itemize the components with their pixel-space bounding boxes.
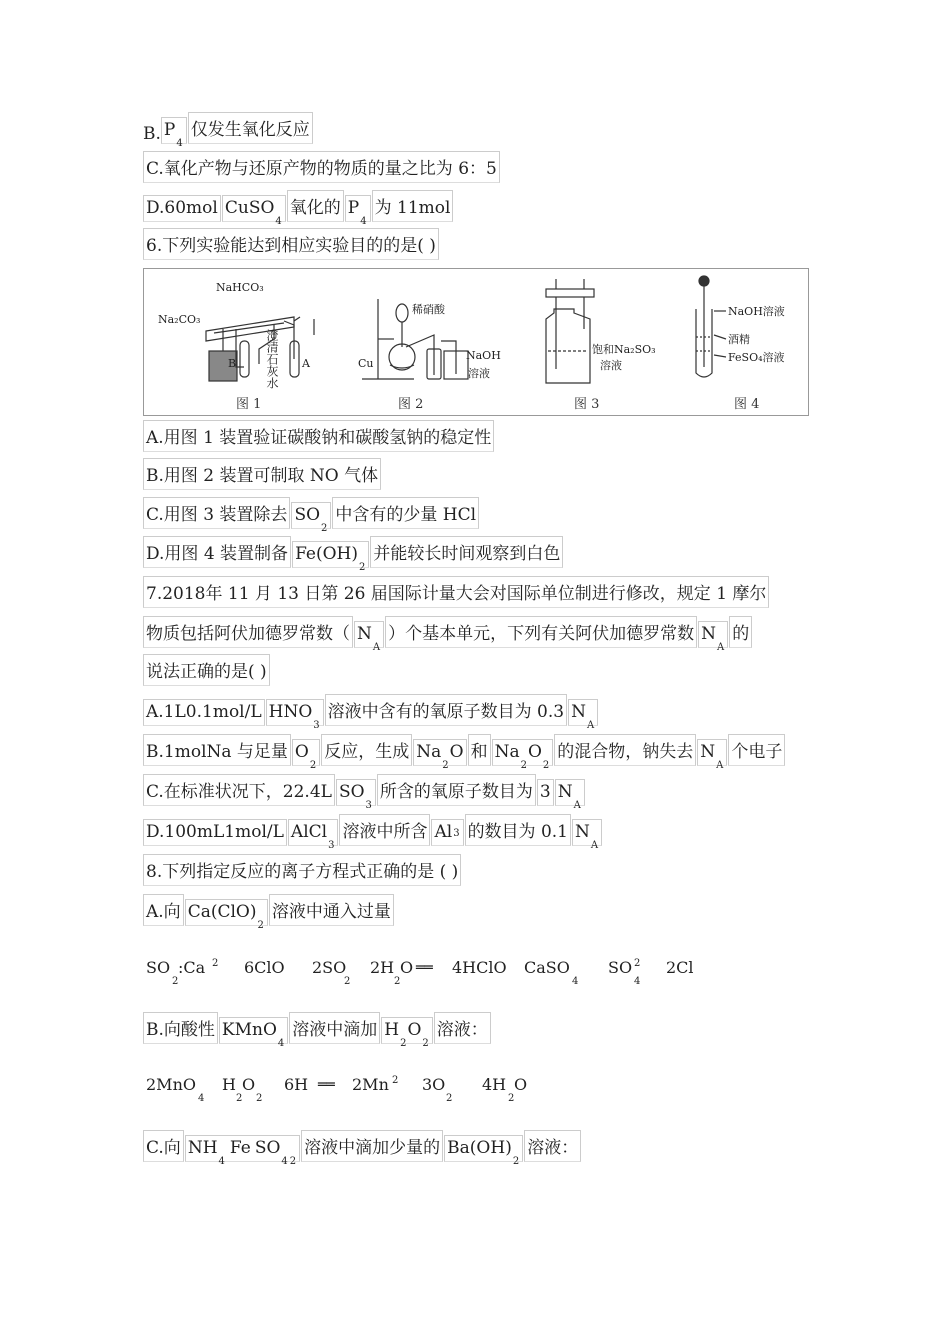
subscript: 2 [257, 920, 264, 931]
subscript: 3 [328, 840, 335, 851]
figure-label: 酒精 [728, 333, 750, 346]
equals-sign: ══ [416, 960, 433, 976]
formula-text: H [384, 1020, 400, 1040]
option-text: 溶液中通入过量 [269, 894, 394, 926]
option-text: C.向 [143, 1130, 184, 1162]
option-text: 3 [537, 779, 554, 806]
subscript: 2 [309, 760, 317, 771]
q6-option-c [143, 499, 480, 534]
q6-option-a [143, 422, 495, 452]
eq-term: SO [608, 958, 633, 977]
superscript: 3 [453, 828, 460, 839]
q5-option-b [143, 114, 314, 149]
subscript: 4 [218, 1156, 225, 1167]
eq-term: O [400, 958, 414, 977]
formula-text: O [294, 742, 309, 762]
formula-box [266, 699, 324, 731]
subscript: 2 [256, 1093, 263, 1104]
eq-term: :Ca [178, 958, 206, 977]
subscript: 2 [321, 523, 328, 534]
figure-label: A [302, 357, 310, 370]
subscript: A [586, 720, 595, 731]
question-text: 说法正确的是( ) [143, 654, 270, 686]
subscript: 2 [359, 562, 366, 573]
formula-box [698, 621, 728, 653]
equation-b [146, 1075, 546, 1109]
formula-text: Na [494, 742, 520, 762]
formula-box [431, 819, 463, 846]
subscript: 2 [172, 976, 179, 987]
option-text: D.100mL1mol/L [143, 819, 287, 846]
option-text: 氧化的 [287, 190, 344, 222]
figure-label: NaHCO₃ [216, 281, 264, 294]
q8-option-a [143, 896, 395, 931]
superscript: 2 [634, 958, 641, 969]
eq-term: 2SO [312, 958, 347, 977]
question-text: 物质包括阿伏加德罗常数（ [143, 616, 353, 648]
option-text: A.用图 1 装置验证碳酸钠和碳酸氢钠的稳定性 [143, 420, 494, 452]
formula-text: SO [254, 1138, 281, 1158]
question-text: 7.2018年 11 月 13 日第 26 届国际计量大会对国际单位制进行修改，规定 1 摩尔 [143, 576, 769, 608]
option-text: 仅发生氧化反应 [188, 112, 313, 144]
formula-box [345, 195, 371, 227]
formula-text: P [163, 120, 176, 140]
formula-box [555, 779, 585, 811]
formula-text: N [575, 822, 590, 842]
formula-box [222, 195, 286, 227]
eq-term: O [242, 1075, 256, 1094]
figure-label: 澄清石灰水 [265, 329, 279, 389]
subscript: 4 [281, 1156, 288, 1167]
eq-term: 2Cl [666, 958, 694, 977]
formula-text: AlCl [290, 822, 328, 842]
eq-term: H [222, 1075, 236, 1094]
option-text: 的数目为 0.1 [465, 814, 571, 846]
q7-stem-line3 [143, 656, 271, 686]
equals-sign: ══ [318, 1077, 335, 1093]
formula-text: SO [338, 782, 365, 802]
figure-label: NaOH [466, 349, 501, 362]
subscript: 4 [360, 216, 367, 227]
formula-box [492, 739, 554, 771]
option-text: 溶液中滴加少量的 [301, 1130, 443, 1162]
option-text: D.60mol [143, 195, 221, 222]
formula-box [354, 621, 384, 653]
q6-option-d [143, 538, 564, 573]
subscript: A [716, 642, 725, 653]
formula-text: Ca(ClO) [187, 902, 257, 922]
formula-text: NH [187, 1138, 218, 1158]
q8-stem [143, 856, 462, 886]
formula-text: O [449, 742, 464, 762]
figure-label: Na₂CO₃ [158, 313, 201, 326]
q7-option-b [143, 736, 786, 771]
formula-box [413, 739, 466, 771]
subscript: A [372, 642, 381, 653]
option-letter: B. [143, 124, 161, 144]
formula-text: Al [434, 822, 453, 842]
subscript: 2 [542, 760, 550, 771]
subscript: 2 [512, 1156, 520, 1167]
option-text: D.用图 4 装置制备 [143, 536, 291, 568]
q8-option-c [143, 1132, 582, 1167]
subscript: 2 [344, 976, 351, 987]
figure-caption: 图 3 [574, 397, 600, 412]
formula-box [185, 1135, 300, 1167]
eq-term: 4HClO [452, 958, 507, 977]
q6-option-b [143, 460, 382, 490]
eq-term: SO [146, 958, 171, 977]
option-text: A.1L0.1mol/L [143, 699, 265, 726]
q7-stem-line1 [143, 578, 770, 608]
eq-term: 2MnO [146, 1075, 196, 1094]
formula-text: CuSO [224, 198, 275, 218]
formula-text: N [557, 782, 573, 802]
subscript: 2 [394, 976, 401, 987]
option-text: 个电子 [728, 734, 785, 766]
subscript: 3 [365, 800, 372, 811]
formula-box [219, 1017, 288, 1049]
option-text: B.向酸性 [143, 1012, 218, 1044]
figure-label: 饱和Na₂SO₃ [592, 343, 656, 356]
figure-caption: 图 2 [398, 397, 424, 412]
option-text: 反应，生成 [321, 734, 412, 766]
subscript: 4 [572, 976, 579, 987]
figure-label: 溶液 [600, 359, 622, 372]
formula-box [568, 699, 598, 731]
q7-option-a [143, 696, 599, 731]
option-text: 和 [468, 734, 491, 766]
formula-box [185, 899, 268, 931]
figure-label: NaOH溶液 [728, 305, 785, 318]
option-text: C.用图 3 装置除去 [143, 497, 290, 529]
q7-option-d [143, 816, 603, 851]
figure-label: 溶液 [468, 367, 490, 380]
option-text: B.用图 2 装置可制取 NO 气体 [143, 458, 381, 490]
question-text: ）个基本单元，下列有关阿伏加德罗常数 [385, 616, 697, 648]
subscript: 2 [520, 760, 527, 771]
formula-box [697, 739, 727, 771]
subscript: 2 [236, 1093, 243, 1104]
equation-a [146, 958, 706, 992]
formula-text: Ba(OH) [447, 1138, 512, 1158]
option-text: 所含的氧原子数目为 [377, 774, 536, 806]
subscript: 4 [176, 138, 183, 149]
formula-text: N [700, 742, 716, 762]
option-text: 中含有的少量 HCl [332, 497, 479, 529]
option-text: C.氧化产物与还原产物的物质的量之比为 6：5 [143, 151, 500, 183]
q5-option-c [143, 153, 501, 183]
q6-stem [143, 230, 440, 260]
formula-box [291, 502, 331, 534]
option-text: 溶液中所含 [339, 814, 430, 846]
option-text: 为 11mol [372, 190, 454, 222]
formula-box [292, 739, 320, 771]
option-text: 溶液中含有的氧原子数目为 0.3 [325, 694, 567, 726]
option-text: 的混合物，钠失去 [554, 734, 696, 766]
figure-label: B [228, 357, 237, 370]
eq-term: 6ClO [244, 958, 285, 977]
figure-label: FeSO₄溶液 [728, 351, 785, 364]
subscript: 2 [422, 1038, 429, 1049]
formula-text: KMnO [221, 1020, 277, 1040]
subscript: 4 [198, 1093, 205, 1104]
option-text: A.向 [143, 894, 184, 926]
subscript: A [573, 800, 581, 811]
subscript: 2 [446, 1093, 453, 1104]
figure-caption: 图 1 [236, 397, 262, 412]
formula-text: O [407, 1020, 422, 1040]
apparatus-figure [143, 268, 809, 416]
formula-text: SO [294, 505, 321, 525]
figure-label: Cu [358, 357, 374, 370]
formula-text: Fe(OH) [295, 544, 359, 564]
formula-box [292, 541, 369, 573]
eq-term: 2Mn [352, 1075, 389, 1094]
subscript: 2 [508, 1093, 515, 1104]
subscript: A [716, 760, 724, 771]
subscript: 2 [442, 760, 449, 771]
formula-text: N [357, 624, 372, 644]
formula-text: N [571, 702, 586, 722]
formula-box [572, 819, 602, 851]
option-text: 溶液： [434, 1012, 491, 1044]
subscript: 2 [289, 1156, 297, 1167]
figure-label: 稀硝酸 [412, 303, 445, 316]
eq-term: O [514, 1075, 528, 1094]
eq-term: 4H [482, 1075, 507, 1094]
subscript: 4 [275, 216, 282, 227]
formula-text: Fe [229, 1138, 251, 1158]
formula-box [381, 1017, 433, 1049]
formula-box [336, 779, 376, 811]
superscript: 2 [392, 1075, 399, 1086]
option-text: 并能较长时间观察到白色 [370, 536, 563, 568]
q7-stem-line2 [143, 618, 753, 653]
q8-option-b [143, 1014, 492, 1049]
subscript: 4 [634, 976, 641, 987]
eq-term: 2H [370, 958, 395, 977]
figure-caption: 图 4 [734, 397, 760, 412]
q5-option-d [143, 192, 454, 227]
formula-box [288, 819, 339, 851]
formula-text: N [701, 624, 716, 644]
subscript: 4 [277, 1038, 285, 1049]
subscript: 3 [313, 720, 320, 731]
formula-text: O [527, 742, 542, 762]
formula-box [444, 1135, 523, 1167]
superscript: 2 [212, 958, 219, 969]
option-text: B.1molNa 与足量 [143, 734, 291, 766]
question-text: 6.下列实验能达到相应实验目的的是( ) [143, 228, 439, 260]
question-text: 的 [729, 616, 752, 648]
option-text: 溶液中滴加 [289, 1012, 380, 1044]
eq-term: 6H [284, 1075, 309, 1094]
formula-box [161, 117, 187, 149]
eq-term: CaSO [524, 958, 570, 977]
option-text: C.在标准状况下，22.4L [143, 774, 335, 806]
formula-text: HNO [268, 702, 313, 722]
subscript: A [590, 840, 599, 851]
eq-term: 3O [422, 1075, 446, 1094]
q7-option-c [143, 776, 586, 811]
formula-text: Na [416, 742, 442, 762]
formula-text: P [347, 198, 360, 218]
option-text: 溶液： [524, 1130, 581, 1162]
subscript: 2 [400, 1038, 407, 1049]
question-text: 8.下列指定反应的离子方程式正确的是 ( ) [143, 854, 461, 886]
